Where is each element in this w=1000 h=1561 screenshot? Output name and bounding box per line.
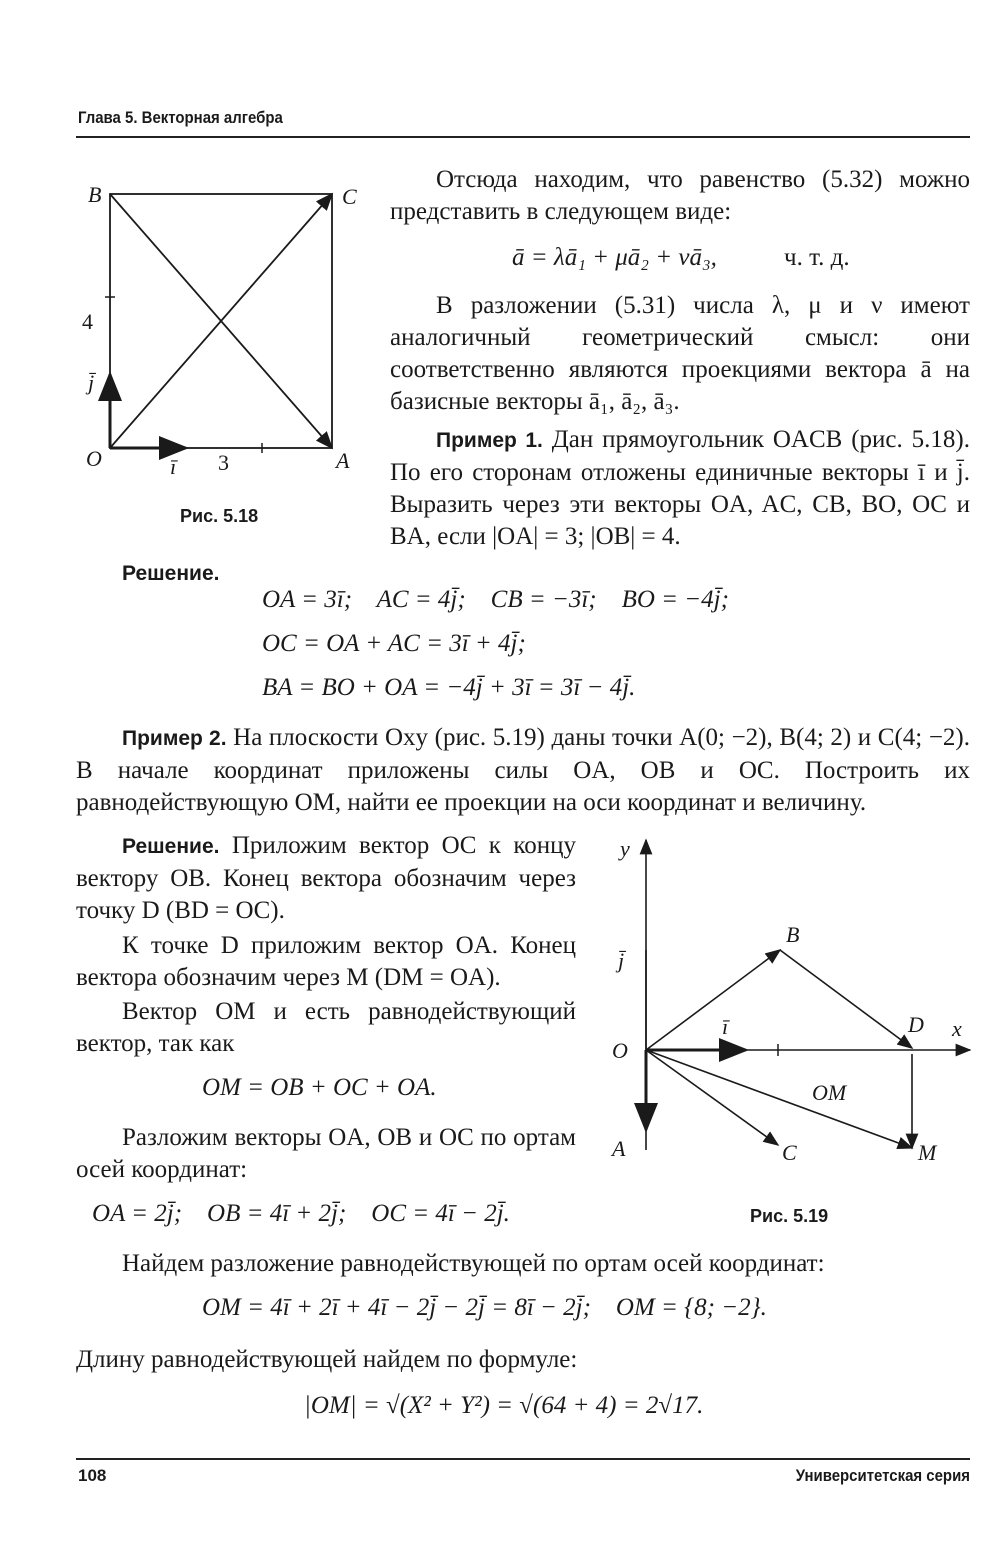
- example-1-equation-3: BA = BO + OA = −4j̄ + 3ī = 3ī − 4j̄.: [262, 674, 636, 701]
- label-y: y: [620, 836, 630, 861]
- label-o: O: [86, 446, 102, 471]
- qed-label: ч. т. д.: [784, 244, 850, 271]
- label-a-519: A: [612, 1136, 626, 1161]
- example-1-equation-2: OC = OA + AC = 3ī + 4j̄;: [262, 630, 526, 657]
- label-j-519: j̄: [618, 948, 625, 973]
- example-2-solution-label: Решение.: [122, 835, 220, 858]
- length-paragraph: Длину равнодействующей найдем по формуле:: [76, 1346, 578, 1373]
- label-b: B: [88, 182, 102, 207]
- vector-bd: [780, 950, 912, 1048]
- vector-oc: [646, 1050, 778, 1145]
- page-number: 108: [78, 1466, 107, 1485]
- label-j: j̄: [88, 370, 95, 395]
- resultant-decomposition-paragraph: Найдем разложение равнодействующей по ортам осей координат:: [122, 1250, 825, 1277]
- intro-paragraph: Отсюда находим, что равенство (5.32) можно представить в следующем виде:: [390, 166, 970, 225]
- equation-om-length: |OM| = √(X² + Y²) = √(64 + 4) = 2√17.: [304, 1392, 704, 1419]
- label-i: ī: [170, 454, 177, 479]
- label-d: D: [908, 1012, 924, 1037]
- example-1: [390, 424, 970, 553]
- footer-rule: [76, 1458, 970, 1460]
- label-c-519: C: [782, 1140, 797, 1165]
- example-1-equation-1: OA = 3ī; AC = 4j̄; CB = −3ī; BO = −4j̄;: [262, 586, 729, 613]
- header-rule: [76, 136, 970, 138]
- example-2-text: На плоскости Oxy (рис. 5.19) даны точки A(0; −2), B(4; 2) и C(4; −2). В начале координат приложены силы OA, OB и OC. Построить их равнодействующую OM, найти ее проекции на оси координат и величину.: [76, 724, 970, 816]
- label-b-519: B: [786, 922, 800, 947]
- example-2-solution-1: [76, 830, 576, 927]
- example-2: [76, 722, 970, 819]
- example-2-solution-4: Разложим векторы OA, OB и OC по ортам осей координат:: [76, 1124, 576, 1183]
- example-2-solution-3: Вектор OM и есть равнодействующий вектор, так как: [76, 998, 576, 1057]
- label-a: A: [336, 448, 350, 473]
- series-name: Университетская серия: [795, 1466, 970, 1485]
- equation-om-sum: OM = OB + OC + OA.: [202, 1074, 437, 1101]
- running-header: Глава 5. Векторная алгебра: [78, 108, 283, 127]
- vector-om: [646, 1050, 912, 1148]
- figure-5-19-caption: Рис. 5.19: [750, 1206, 829, 1226]
- label-om: OM: [812, 1080, 847, 1105]
- label-four: 4: [82, 309, 93, 334]
- label-i-519: ī: [722, 1014, 729, 1039]
- equation-ortho-decomposition: OA = 2j̄; OB = 4ī + 2j̄; OC = 4ī − 2j̄.: [92, 1200, 510, 1227]
- formula-decomposition: ā = λā₁ + μā₂ + νā₃,: [512, 244, 717, 271]
- example-2-label: Пример 2.: [122, 727, 227, 750]
- label-m: M: [918, 1140, 937, 1165]
- equation-om-result: OM = 4ī + 2ī + 4ī − 2j̄ − 2j̄ = 8ī − 2j̄; OM = {8; −2}.: [202, 1294, 767, 1321]
- label-three: 3: [218, 450, 229, 475]
- label-o-519: O: [612, 1038, 628, 1063]
- label-c: C: [342, 184, 357, 209]
- figure-5-18-caption: Рис. 5.18: [180, 506, 259, 526]
- example-1-label: Пример 1.: [436, 429, 543, 452]
- label-x: x: [952, 1016, 962, 1041]
- example-2-solution-2: К точке D приложим вектор OA. Конец вектора обозначим через M (DM = OA).: [76, 932, 576, 991]
- geometric-meaning-paragraph: В разложении (5.31) числа λ, μ и ν имеют аналогичный геометрический смысл: они соответственно являются проекциями вектора ā на базисные векторы ā₁, ā₂, ā₃.: [390, 292, 970, 415]
- figure-5-19: [600, 830, 980, 1175]
- example-2-solution-1-text: Приложим вектор OC к концу вектору OB. Конец вектора обозначим через точку D (BD = OC).: [76, 832, 576, 924]
- example-1-text: Дан прямоугольник OACB (рис. 5.18). По его сторонам отложены единичные векторы ī и j̄. Выразить через эти векторы OA, AC, CB, BO, OC и BA, если |OA| = 3; |OB| = 4.: [390, 426, 970, 550]
- figure-5-18: [76, 168, 366, 488]
- vector-ob: [646, 950, 780, 1050]
- example-1-solution-label: Решение.: [122, 562, 220, 585]
